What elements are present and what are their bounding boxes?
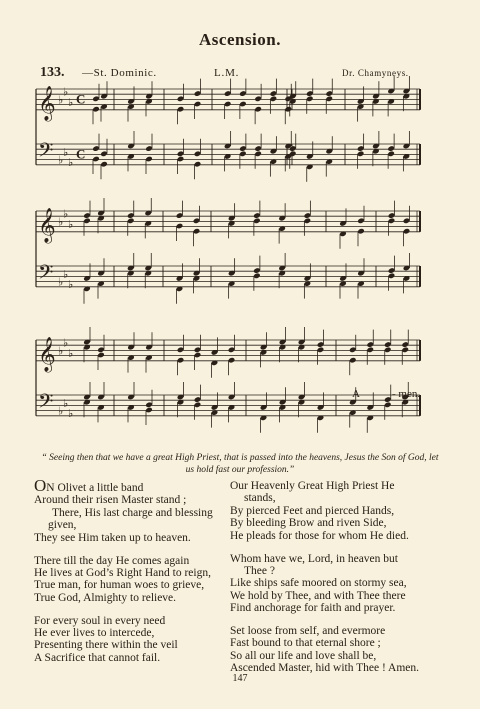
verse-line: Our Heavenly Great High Priest He: [230, 480, 395, 492]
verse-line: We hold by Thee, and with Thee there: [230, 589, 406, 602]
stanza: [230, 480, 446, 542]
flat-icon: ♭: [58, 216, 64, 229]
drop-cap: O: [34, 476, 47, 495]
tune-name: —St. Dominic.: [82, 67, 157, 79]
flat-icon: ♭: [68, 97, 74, 109]
flat-icon: ♭: [68, 279, 74, 292]
bass-clef-icon: 𝄢: [38, 138, 54, 167]
verse-line: [34, 476, 228, 495]
verses-right-column: [230, 480, 446, 685]
epigraph: “ Seeing then that we have a great High Priest, that is passed into the heavens, Jesus the Son of God, let us hold fast our profession.”: [41, 453, 439, 475]
verse-line: By bleeding Brow and riven Side,: [230, 517, 387, 530]
verse-line: A Sacrifice that cannot fail.: [34, 651, 161, 664]
verse-line: Whom have we, Lord, in heaven but: [230, 552, 398, 565]
verse-line: Fast bound to that eternal shore ;: [230, 637, 381, 650]
flat-icon: ♭: [68, 408, 74, 421]
bass-clef-icon: 𝄢: [38, 389, 54, 418]
flat-icon: ♭: [58, 276, 64, 289]
verse-line: There till the day He comes again: [34, 554, 190, 567]
verses-left-column: [34, 476, 228, 675]
flat-icon: ♭: [63, 268, 69, 281]
flat-icon: ♭: [63, 146, 69, 159]
verse-line: So all our life and love shall be,: [230, 649, 377, 662]
bass-clef-icon: 𝄢: [38, 260, 54, 289]
amen-syllable-men: - men.: [392, 388, 421, 400]
time-signature-icon: C: [76, 146, 86, 162]
flat-icon: ♭: [63, 86, 69, 99]
flat-icon: ♭: [58, 405, 64, 418]
meter: L.M.: [214, 67, 240, 79]
flat-icon: ♭: [58, 345, 64, 358]
time-signature-icon: C: [76, 91, 86, 107]
verse-line: stands,: [244, 492, 276, 505]
verse-line: Like ships safe moored on stormy sea,: [230, 577, 407, 590]
verse-line: given,: [48, 519, 77, 532]
stanza: [34, 615, 228, 665]
verse-line: There, His last charge and blessing: [52, 506, 213, 519]
flat-icon: ♭: [68, 219, 74, 231]
treble-clef-icon: 𝄞: [38, 336, 56, 372]
treble-clef-icon: 𝄞: [38, 207, 56, 243]
flat-icon: ♭: [68, 348, 74, 360]
flat-icon: ♭: [58, 94, 64, 107]
flat-icon: ♭: [68, 157, 74, 170]
page-number: 147: [232, 673, 248, 684]
verse-line-text: N Olivet a little band: [46, 482, 144, 494]
verse-line: By pierced Feet and pierced Hands,: [230, 504, 395, 517]
stanza: [34, 555, 228, 605]
verse-line: He pleads for those for whom He died.: [230, 529, 409, 542]
flat-icon: ♭: [63, 337, 69, 350]
verse-line: Ascended Master, hid with Thee ! Amen.: [230, 662, 420, 675]
flat-icon: ♭: [58, 154, 64, 167]
treble-clef-icon: 𝄞: [38, 85, 56, 121]
verse-line: He lives at God’s Right Hand to reign,: [34, 566, 211, 579]
verse-line: They see Him taken up to heaven.: [34, 531, 191, 544]
verse-line: Around their risen Master stand ;: [34, 494, 187, 507]
stanza: [230, 625, 446, 675]
verse-line: True God, Almighty to relieve.: [34, 591, 177, 604]
verse-line: Thee ?: [244, 564, 275, 577]
stanza: [34, 476, 228, 544]
stanza: [230, 553, 446, 615]
amen-syllable-a: A: [352, 388, 360, 400]
verse-line: True man, for human woes to grieve,: [34, 579, 205, 592]
section-title: Ascension.: [199, 30, 281, 49]
verse-line: He ever lives to intercede,: [34, 627, 155, 640]
verse-line: For every soul in every need: [34, 614, 166, 627]
composer: Dr. Chamyneys.: [342, 68, 409, 78]
verse-line: Find anchorage for faith and prayer.: [230, 602, 396, 615]
verse-line: Set loose from self, and evermore: [230, 625, 386, 638]
flat-icon: ♭: [63, 208, 69, 221]
hymn-number: 133.: [40, 65, 65, 80]
verse-line: Presenting there within the veil: [34, 639, 178, 652]
flat-icon: ♭: [63, 397, 69, 410]
